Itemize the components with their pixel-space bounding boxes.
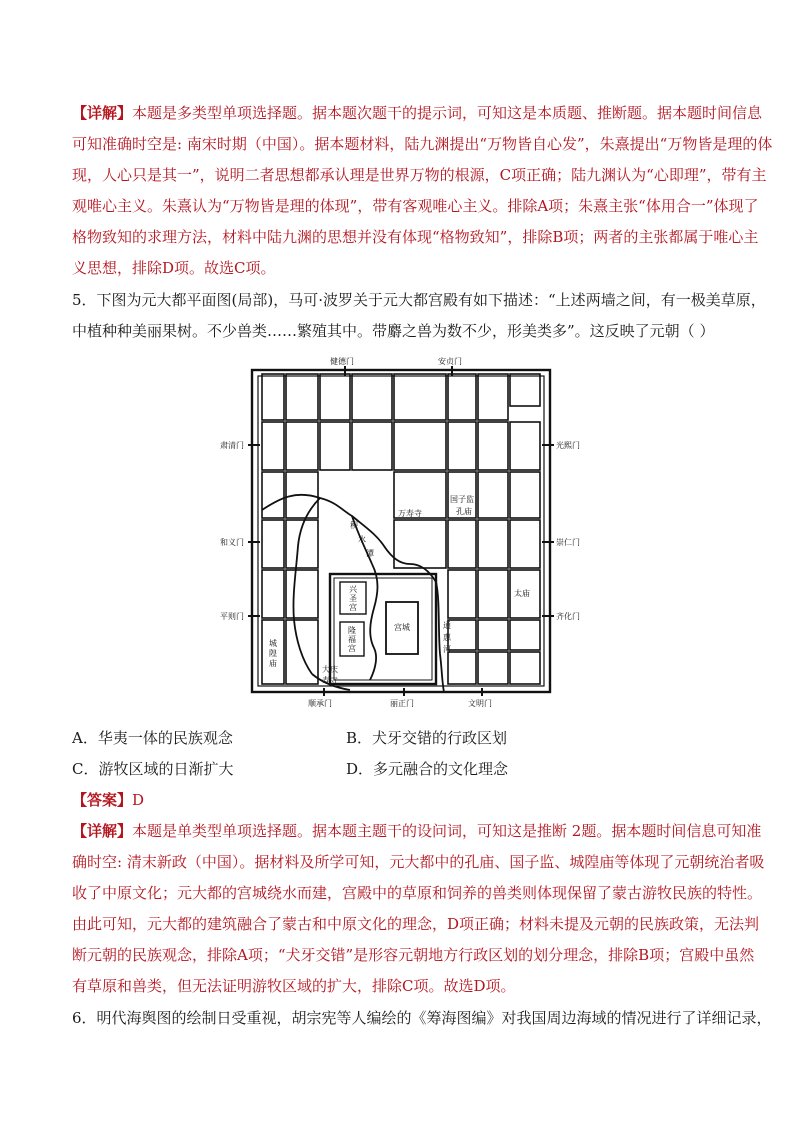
answer-label: 【答案】 [72,791,133,809]
label-gongcheng: 宫城 [394,623,410,632]
label-tonghui-2: 惠 [443,633,451,642]
option-a[interactable]: A．华夷一体的民族观念 [72,729,233,747]
q5-analysis [72,816,765,1002]
q4-analysis-line-3: 现，人心只是其一”，说明二者思想都承认理是世界万物的根源，C项正确；陆九渊认为“心即理”，带有主 [72,166,767,184]
label-wanshou: 万寿寺 [398,509,422,518]
label-jishui-2: 水 [358,535,366,544]
gate-hezhi: 和义门 [220,538,244,547]
label-tonghui-3: 河 [443,645,451,654]
label-taimiao: 太庙 [514,589,530,598]
label-xingsheng-2: 圣 [349,594,357,603]
label-chenghuang-3: 庙 [269,659,277,668]
label-longfu-2: 福 [348,635,356,644]
q5-analysis-line-6: 有草原和兽类，但无法证明游牧区域的扩大，排除C项。故选D项。 [72,977,516,995]
q4-analysis-line-4: 观唯心主义。朱熹认为“万物皆是理的体现”，带有客观唯心主义。排除A项；朱熹主张“体用合一”体现了 [72,197,759,215]
gate-suqing: 肃清门 [220,441,244,450]
label-jishui-3: 潭 [366,549,374,558]
label-chenghuang-2: 隍 [269,649,277,658]
q4-analysis-line-5: 格物致知的求理方法，材料中陆九渊的思想并没有体现“格物致知”，排除B项；两者的主张都属于唯心主 [72,228,759,246]
gate-wenming: 文明门 [468,699,492,708]
gate-pingze: 平则门 [220,612,244,621]
label-daqing-2: 寿寺 [322,676,338,685]
label-daqing-1: 大庆 [322,665,338,674]
label-chenghuang-1: 城 [269,639,277,648]
q4-analysis [72,98,773,284]
q5-analysis-line-5: 断元朝的民族观念，排除A项；“犬牙交错”是形容元朝地方行政区划的划分理念，排除B项；宫殿中虽然 [72,946,755,964]
q5-analysis-line-1: 本题是单类型单项选择题。据本题主题干的设问词，可知这是推断 2题。据本题时间信息可知准 [132,822,762,840]
label-xingsheng-3: 宫 [349,603,357,612]
q5-stem-line-2: 中植种种美丽果树。不少兽类……繁殖其中。带麝之兽为数不少，形美类多”。这反映了元朝（ ） [72,322,715,340]
yuan-dadu-map [200,350,600,710]
gate-shuncheng: 顺承门 [308,699,332,708]
label-longfu-3: 宫 [348,644,356,653]
q5-analysis-line-3: 收了中原文化；元大都的宫城绕水而建，宫殿中的草原和饲养的兽类则体现保留了蒙古游牧民族的特性。 [72,884,763,902]
gate-qihua: 齐化门 [556,612,580,621]
q5-analysis-line-4: 由此可知，元大都的建筑融合了蒙古和中原文化的理念，D项正确；材料未提及元朝的民族政策，无法判 [72,915,760,933]
analysis-label: 【详解】 [72,104,133,122]
label-jishui-1: 积 [350,521,358,530]
gate-chongren: 崇仁门 [556,538,580,547]
q4-analysis-line-1: 本题是多类型单项选择题。据本题次题干的提示词，可知这是本质题、推断题。据本题时间信息 [132,104,763,122]
gate-lizheng: 丽正门 [390,699,414,708]
label-xingsheng-1: 兴 [349,585,357,594]
q5-stem [72,285,766,347]
q5-stem-line-1: 5．下图为元大都平面图(局部)，马可·波罗关于元大都宫殿有如下描述：“上述两墙之间，有一极美草原， [72,291,766,309]
analysis-label: 【详解】 [72,822,133,840]
q5-analysis-line-2: 确时空: 清末新政（中国）。据材料及所学可知，元大都中的孔庙、国子监、城隍庙等体现了元朝统治者吸 [72,853,765,871]
q5-answer [72,785,732,816]
q4-analysis-line-2: 可知准确时空是: 南宋时期（中国）。据本题材料，陆九渊提出“万物皆自心发”，朱熹提出“万物皆是理的体 [72,135,773,153]
label-tonghui-1: 通 [443,621,451,630]
gate-guangxi: 光熙门 [556,441,580,450]
answer-value: D [132,791,145,809]
gate-jiande: 健德门 [330,357,354,366]
option-b[interactable]: B．犬牙交错的行政区划 [346,729,508,747]
yuan-dadu-map-svg [200,350,600,710]
q6-stem-line-1: 6．明代海舆图的绘制日受重视，胡宗宪等人编绘的《筹海图编》对我国周边海域的情况进行了详细记录， [72,1009,772,1027]
option-d[interactable]: D．多元融合的文化理念 [346,760,509,778]
label-guozi-2: 孔庙 [456,507,472,516]
option-c[interactable]: C．游牧区域的日渐扩大 [72,760,234,778]
q4-analysis-line-6: 义思想，排除D项。故选C项。 [72,259,276,277]
label-guozi-1: 国子监 [450,495,474,504]
q6-stem [72,1003,772,1034]
gate-anzhen: 安贞门 [438,357,462,366]
label-longfu-1: 隆 [348,626,356,635]
